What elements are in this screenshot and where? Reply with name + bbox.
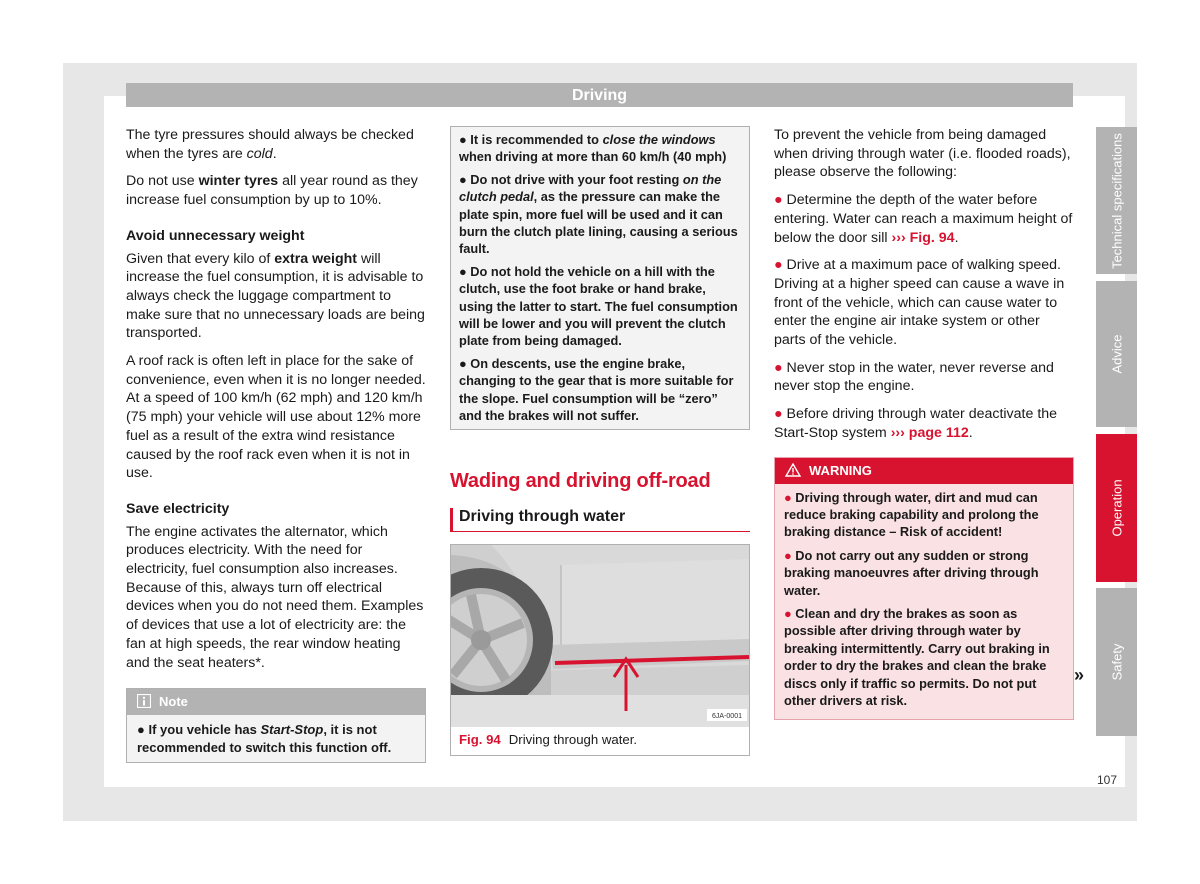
warning-box: [774, 457, 1074, 721]
paragraph-roof-rack: A roof rack is often left in place for the sake of convenience, even when it is no longer needed. At a speed of 100 km/h (62 mph) and 120 km/h (75 mph) your vehicle will use about 12% more fuel as a result of the extra wind resistance caused by the roof rack even when it is not in use.: [126, 353, 426, 482]
car-wading-illustration: [451, 545, 749, 727]
heading-avoid-weight: Avoid unnecessary weight: [126, 227, 305, 244]
paragraph-tyre-pressure: The tyre pressures should always be checked when the tyres are cold.: [126, 127, 414, 162]
note-body: ● If you vehicle has Start-Stop, it is not recommended to switch this function off.: [137, 722, 392, 755]
link-page-112[interactable]: ››› page 112: [890, 424, 969, 441]
tip-hill-start: ● Do not hold the vehicle on a hill with the clutch, use the foot brake or hand brake, using the latter to start. The fuel consumption will be lower and you will prevent the clutch plate from being damaged.: [459, 263, 738, 349]
section-title: Wading and driving off-road: [450, 469, 711, 492]
warning-title: WARNING: [809, 462, 872, 478]
heading-save-electricity: Save electricity: [126, 500, 230, 517]
column-right: [774, 126, 1074, 720]
warning-item: ● Driving through water, dirt and mud can reduce braking capability and prolong the braking distance – Risk of accident!: [784, 489, 1039, 540]
bullet-start-stop: ● Before driving through water deactivate the Start-Stop system ››› page 112.: [774, 406, 1058, 441]
paragraph-winter-tyres: Do not use winter tyres all year round as they increase fuel consumption by up to 10%.: [126, 173, 418, 209]
paragraph-electricity: The engine activates the alternator, which produces electricity. With the need for electricity, fuel consumption also increases. Because of this, always turn off electrical devices when you do not need them. Examples of devices that use a lot of electricity are: the fan at high speeds, the rear window heating and the seat heaters*.: [126, 523, 424, 671]
figure-code: 6JA-0001: [712, 712, 742, 720]
tip-close-windows: ● It is recommended to close the windows when driving at more than 60 km/h (40 mph): [459, 132, 727, 165]
column-middle: [450, 126, 750, 756]
paragraph-extra-weight: Given that every kilo of extra weight will increase the fuel consumption, it is advisable to always check the luggage compartment to make sure that no unnecessary loads are being transported.: [126, 250, 425, 342]
warning-item: ● Clean and dry the brakes as soon as possible after driving through water by breaking intermittently. Carry out braking in order to dry the brakes and clean the brake discs only if traffic so permits. Do not put other drivers at risk.: [784, 605, 1050, 709]
tip-clutch-pedal: ● Do not drive with your foot resting on the clutch pedal, as the pressure can make the plate spin, more fuel will be used and it can burn the clutch plate lining, causing a serious fault.: [459, 171, 738, 257]
tab-technical-specifications[interactable]: Technical specifications: [1096, 127, 1137, 274]
warning-header: [775, 458, 1073, 484]
page-number: 107: [1097, 773, 1118, 787]
note-header: [127, 689, 425, 715]
tip-engine-brake: ● On descents, use the engine brake, changing to the gear that is more suitable for the slope. Fuel consumption will be “zero” and the brakes will not suffer.: [459, 355, 734, 424]
warning-body: [775, 484, 1073, 720]
tips-box: [450, 126, 750, 430]
tab-operation[interactable]: Operation: [1096, 434, 1137, 582]
continue-icon: »: [1074, 665, 1085, 685]
link-fig-94[interactable]: ››› Fig. 94: [891, 229, 955, 246]
bullet-never-stop: ● Never stop in the water, never reverse and never stop the engine.: [774, 359, 1054, 395]
figure-94: [450, 544, 750, 756]
bullet-water-depth: ● Determine the depth of the water before entering. Water can reach a maximum height of below the door sill ››› Fig. 94.: [774, 192, 1073, 246]
tab-advice[interactable]: Advice: [1096, 281, 1137, 427]
paragraph-water-intro: To prevent the vehicle from being damaged when driving through water (i.e. flooded roads), please observe the following:: [774, 127, 1071, 181]
figure-number: Fig. 94: [459, 731, 501, 747]
info-icon: [137, 694, 151, 708]
column-left: [126, 126, 426, 763]
note-title: Note: [159, 694, 188, 710]
bullet-walking-speed: ● Drive at a maximum pace of walking speed. Driving at a higher speed can cause a wave in front of the vehicle, which can cause water to enter the engine air intake system or other parts of the vehicle.: [774, 257, 1065, 349]
note-box: [126, 688, 426, 763]
tab-safety[interactable]: Safety: [1096, 588, 1137, 736]
subsection-title: Driving through water: [450, 508, 750, 532]
warning-triangle-icon: [785, 463, 801, 477]
figure-caption: [451, 727, 749, 755]
chapter-header: Driving: [126, 83, 1073, 107]
figure-caption-text: Driving through water.: [508, 731, 638, 747]
warning-item: ● Do not carry out any sudden or strong braking manoeuvres after driving through water.: [784, 547, 1039, 598]
